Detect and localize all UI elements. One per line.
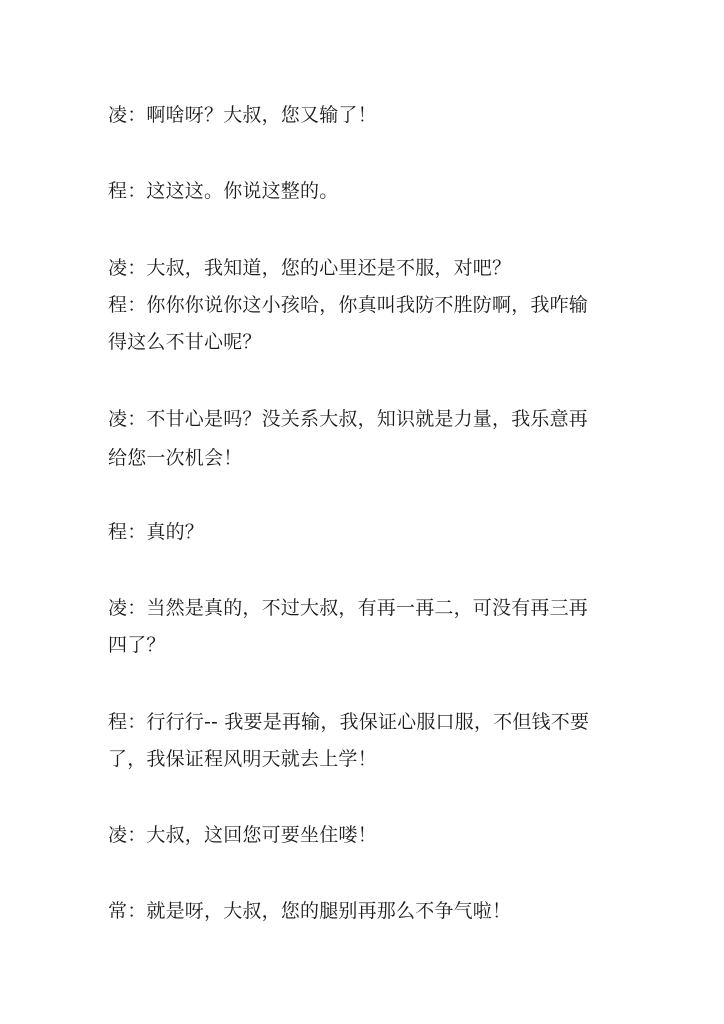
dialogue-line: 了，我保证程风明天就去上学！ xyxy=(108,748,377,770)
dialogue-line: 程：行行行-- 我要是再输，我保证心服口服，不但钱不要 xyxy=(108,711,590,733)
dialogue-line: 四了？ xyxy=(108,634,166,656)
dialogue-line: 得这么不甘心呢？ xyxy=(108,331,262,353)
dialogue-line: 凌：大叔，这回您可要坐住喽！ xyxy=(108,824,377,846)
dialogue-line: 凌：不甘心是吗？没关系大叔，知识就是力量，我乐意再 xyxy=(108,408,589,430)
dialogue-line: 给您一次机会！ xyxy=(108,447,243,469)
dialogue-line: 凌：大叔，我知道，您的心里还是不服，对吧？ xyxy=(108,257,512,279)
dialogue-line: 程：你你你说你这小孩哈，你真叫我防不胜防啊，我咋输 xyxy=(108,294,589,316)
dialogue-line: 凌：啊啥呀？大叔，您又输了！ xyxy=(108,104,377,126)
dialogue-line: 程：真的？ xyxy=(108,521,205,543)
dialogue-line: 凌：当然是真的，不过大叔，有再一再二，可没有再三再 xyxy=(108,597,589,619)
dialogue-line: 程：这这这。你说这整的。 xyxy=(108,180,339,202)
dialogue-line: 常：就是呀，大叔，您的腿别再那么不争气啦！ xyxy=(108,900,512,922)
